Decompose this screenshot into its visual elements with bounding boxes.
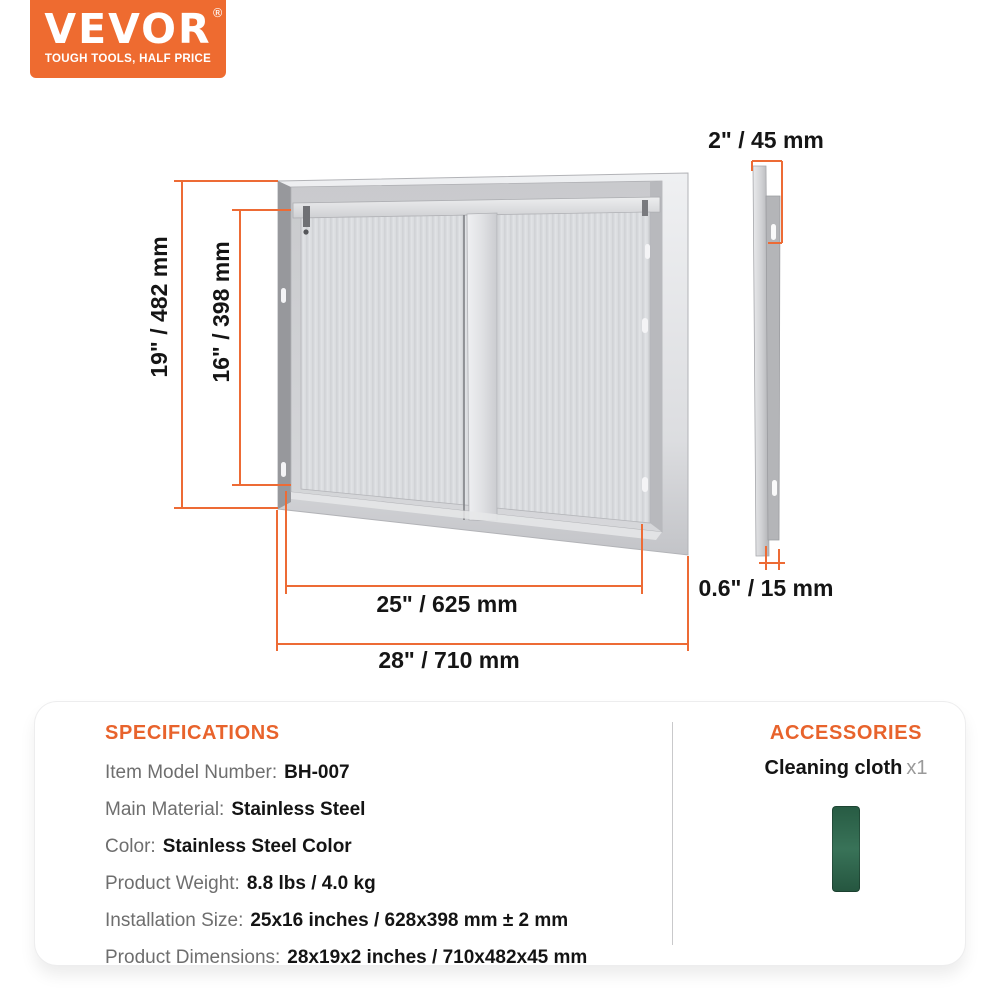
dim-label-height-inner: 16" / 398 mm	[208, 241, 234, 383]
mount-slot	[281, 462, 286, 477]
cleaning-cloth-image	[832, 806, 860, 892]
spec-value: 8.8 lbs / 4.0 kg	[246, 873, 376, 894]
brand-tagline: TOUGH TOOLS, HALF PRICE	[44, 53, 212, 65]
spec-row-model	[105, 762, 587, 784]
mount-slot	[645, 244, 650, 259]
specs-card	[35, 702, 965, 968]
spec-label: Installation Size:	[105, 910, 244, 931]
dim-label-width-inner: 25" / 625 mm	[376, 591, 518, 617]
brand-name-text: VEVOR	[44, 5, 212, 53]
spec-label: Product Dimensions:	[105, 947, 281, 968]
spec-row-product-dimensions	[105, 947, 587, 969]
accessory-quantity: x1	[906, 757, 928, 779]
specifications-section	[105, 722, 587, 984]
accessories-section	[700, 722, 992, 892]
mount-slot	[642, 477, 648, 492]
side-mount-slot	[771, 224, 776, 240]
spec-value: 28x19x2 inches / 710x482x45 mm	[287, 947, 588, 968]
hinge-pin-icon	[303, 229, 308, 234]
door-left-sidewall	[278, 181, 291, 509]
spec-value: 25x16 inches / 628x398 mm ± 2 mm	[250, 910, 569, 931]
spec-label: Item Model Number:	[105, 762, 278, 783]
mount-slot	[642, 318, 648, 333]
spec-label: Main Material:	[105, 799, 225, 820]
door-center-stile	[467, 213, 497, 521]
hinge-top-left	[303, 206, 310, 227]
dim-label-height-outer: 19" / 482 mm	[146, 236, 172, 378]
spec-row-weight	[105, 873, 587, 895]
dim-label-flange: 0.6" / 15 mm	[698, 575, 834, 601]
door-right-sidewall	[650, 181, 662, 532]
registered-trademark-icon: ®	[211, 6, 226, 20]
spec-value: BH-007	[284, 762, 350, 783]
spec-row-material	[105, 799, 587, 821]
dim-label-width-outer: 28" / 710 mm	[378, 647, 520, 673]
product-side-view	[753, 166, 780, 556]
hinge-top-right	[642, 200, 648, 216]
spec-row-installation-size	[105, 910, 587, 932]
accessory-name: Cleaning cloth	[764, 757, 903, 779]
spec-label: Product Weight:	[105, 873, 240, 894]
dim-label-depth: 2" / 45 mm	[708, 127, 824, 153]
spec-value: Stainless Steel Color	[162, 836, 352, 857]
mount-slot	[281, 288, 286, 303]
side-mount-slot	[772, 480, 777, 496]
spec-row-color	[105, 836, 587, 858]
spec-label: Color:	[105, 836, 156, 857]
spec-value: Stainless Steel	[231, 799, 366, 820]
accessories-title: ACCESSORIES	[769, 722, 923, 744]
vertical-divider	[672, 722, 673, 945]
product-front-view	[278, 173, 688, 555]
accessory-item	[700, 757, 992, 780]
specifications-title: SPECIFICATIONS	[105, 722, 280, 744]
